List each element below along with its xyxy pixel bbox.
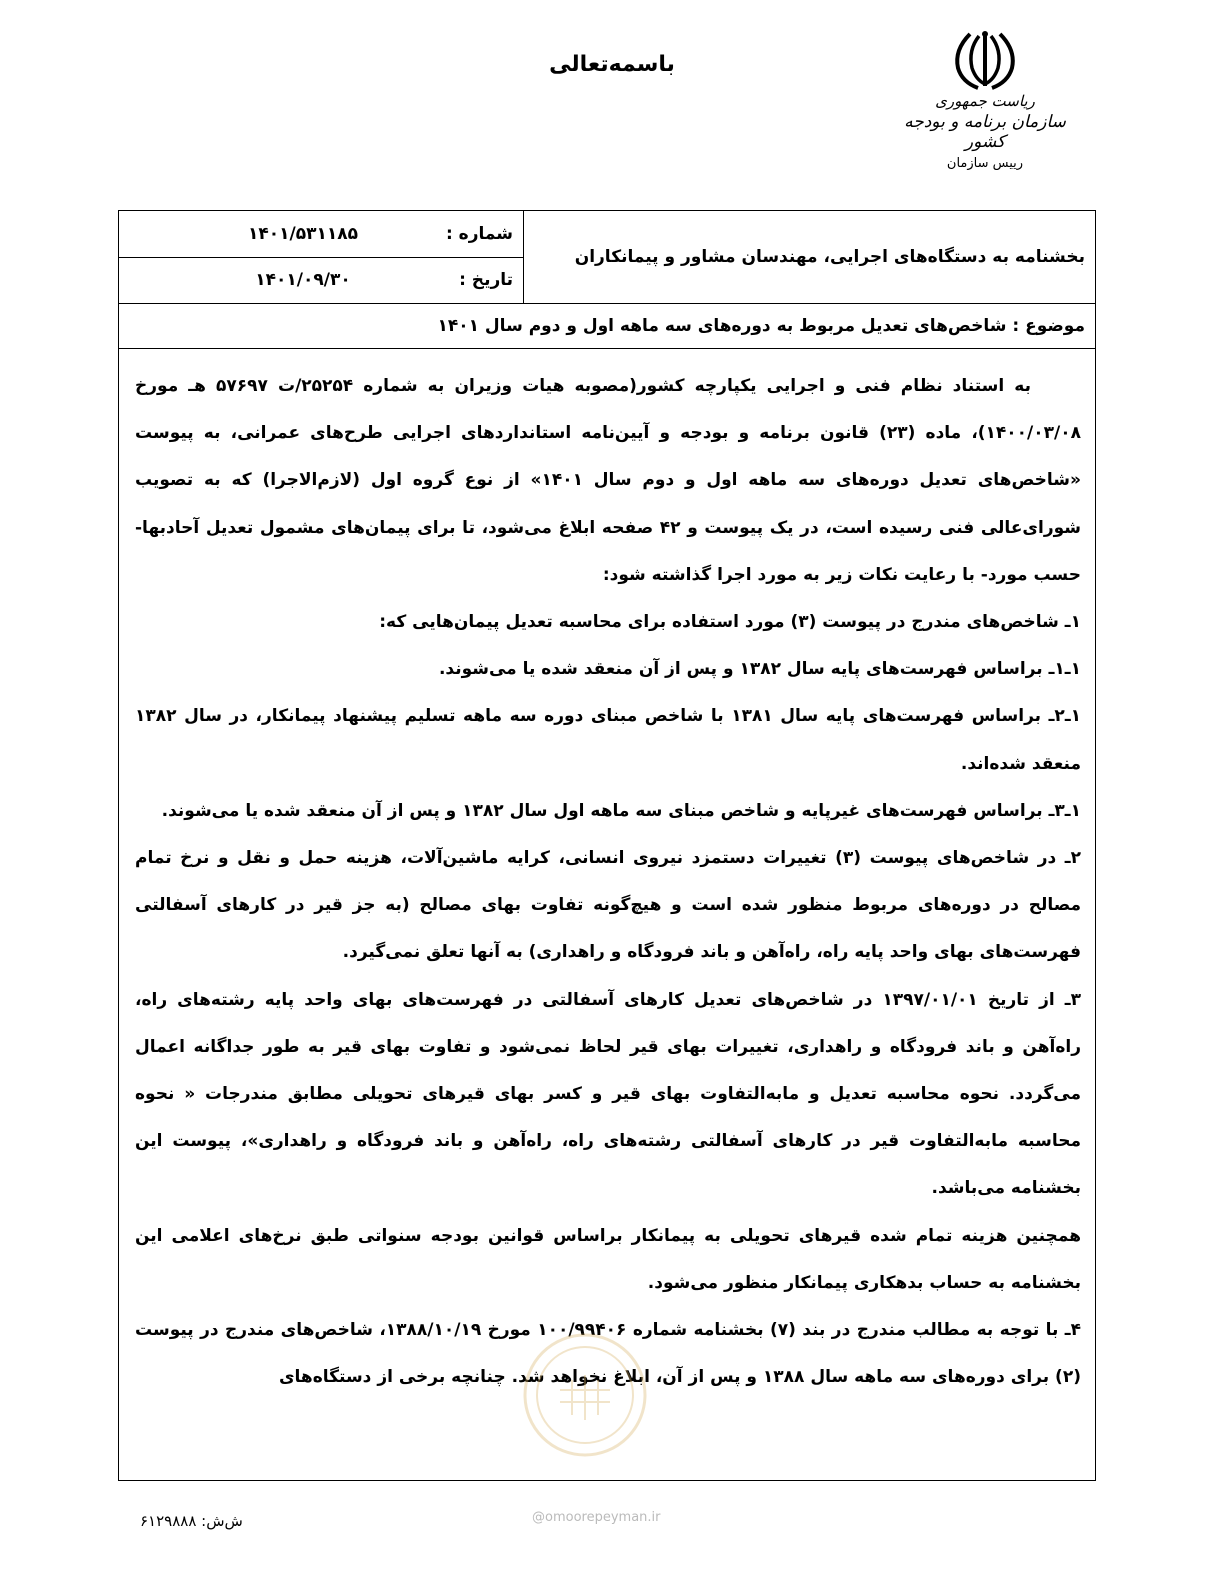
bismillah-heading: باسمه‌تعالی bbox=[549, 52, 675, 77]
org-name-line: سازمان برنامه و بودجه کشور bbox=[904, 112, 1066, 152]
footer-website: @omoorepeyman.ir bbox=[532, 1510, 661, 1525]
letter-frame bbox=[118, 210, 1096, 1481]
item-2: ۲ـ در شاخص‌های پیوست (۳) تغییرات دستمزد نیروی انسانی، کرایه ماشین‌آلات، هزینه حمل و نقل و نرخ تمام مصالح در دوره‌های مربوط منظور شده است و هیچ‌گونه تفاوت بهای مصالح (به جز قیر در کارهای آسفالتی فهرست‌های بهای واحد پایه راه، راه‌آهن و باند فرودگاه و راهداری) به آنها تعلق نمی‌گیرد. bbox=[135, 848, 1081, 963]
letter-meta bbox=[119, 211, 523, 303]
number-value: ۱۴۰۱/۵۳۱۱۸۵ bbox=[248, 223, 358, 244]
number-label: شماره : bbox=[445, 223, 513, 244]
intro-paragraph: به استناد نظام فنی و اجرایی یکپارچه کشور(مصوبه هیات وزیران به شماره ۲۵۲۵۴/ت ۵۷۶۹۷ هـ مورخ ۱۴۰۰/۰۳/۰۸)، ماده (۲۳) قانون برنامه و بودجه و آیین‌نامه استانداردهای اجرایی طرح‌های عمرانی، به پیوست «شاخص‌های تعدیل دوره‌های سه ماهه اول و دوم سال ۱۴۰۱» از نوع گروه اول (لازم‌الاجرا) که به تصویب شورای‌عالی فنی رسیده است، در یک پیوست و ۴۲ صفحه ابلاغ می‌شود، تا برای پیمان‌های مشمول تعدیل آحادبها- حسب مورد- با رعایت نکات زیر به مورد اجرا گذاشته شود: bbox=[135, 376, 1081, 585]
number-row bbox=[119, 211, 523, 257]
iran-emblem-icon bbox=[950, 28, 1020, 90]
item-1-1: ۱ـ۱ـ براساس فهرست‌های پایه سال ۱۳۸۲ و پس از آن منعقد شده یا می‌شوند. bbox=[438, 659, 1081, 680]
letter-body bbox=[119, 349, 1095, 1401]
date-row bbox=[119, 257, 523, 304]
item-3: ۳ـ از تاریخ ۱۳۹۷/۰۱/۰۱ در شاخص‌های تعدیل کارهای آسفالتی در فهرست‌های بهای واحد پایه رشته‌های راه، راه‌آهن و باند فرودگاه و راهداری، تغییرات بهای قیر لحاظ نمی‌شود و تفاوت بهای قیر به طور جداگانه اعمال می‌گردد. نحوه محاسبه تعدیل و مابه‌التفاوت بهای قیر و کسر بهای قیرهای تحویلی مطابق مندرجات « نحوه محاسبه مابه‌التفاوت قیر در کارهای آسفالتی رشته‌های راه، راه‌آهن و باند فرودگاه و راهداری»، پیوست این بخشنامه می‌باشد. bbox=[135, 989, 1081, 1199]
letter-header bbox=[119, 211, 1095, 304]
item-1-2: ۱ـ۲ـ براساس فهرست‌های پایه سال ۱۳۸۱ با شاخص مبنای دوره سه ماهه تسلیم پیشنهاد پیمانکار، در سال ۱۳۸۲ منعقد شده‌اند. bbox=[135, 706, 1082, 774]
recipients: بخشنامه به دستگاه‌های اجرایی، مهندسان مشاور و پیمانکاران bbox=[523, 211, 1095, 303]
organization-emblem-block bbox=[900, 28, 1070, 208]
org-presidency-line: ریاست جمهوری bbox=[935, 92, 1035, 110]
item-4: ۴ـ با توجه به مطالب مندرج در بند (۷) بخشنامه شماره ۱۰۰/۹۹۴۰۶ مورخ ۱۳۸۸/۱۰/۱۹، شاخص‌های مندرج در پیوست (۲) برای دوره‌های سه ماهه سال ۱۳۸۸ و پس از آن، ابلاغ نخواهد شد. چنانچه برخی از دستگاه‌های bbox=[135, 1320, 1082, 1388]
date-value: ۱۴۰۱/۰۹/۳۰ bbox=[255, 270, 351, 291]
date-label: تاریخ : bbox=[459, 270, 513, 291]
subject: موضوع : شاخص‌های تعدیل مربوط به دوره‌های سه ماهه اول و دوم سال ۱۴۰۱ bbox=[119, 304, 1095, 349]
watermark-seal-icon bbox=[520, 1330, 650, 1460]
item-3-continuation: همچنین هزینه تمام شده قیرهای تحویلی به پیمانکار براساس قوانین بودجه سنواتی طبق نرخ‌های اعلامی این بخشنامه به حساب بدهکاری پیمانکار منظور می‌شود. bbox=[135, 1225, 1081, 1293]
org-head-line: رییس سازمان bbox=[946, 156, 1024, 171]
item-1: ۱ـ شاخص‌های مندرج در پیوست (۳) مورد استفاده برای محاسبه تعدیل پیمان‌هایی که: bbox=[379, 612, 1081, 633]
footer-code: ش‌ش: ۶۱۲۹۸۸۸ bbox=[140, 1512, 243, 1530]
item-1-3: ۱ـ۳ـ براساس فهرست‌های غیرپایه و شاخص مبنای سه ماهه اول سال ۱۳۸۲ و پس از آن منعقد شده یا می‌شوند. bbox=[161, 800, 1081, 821]
